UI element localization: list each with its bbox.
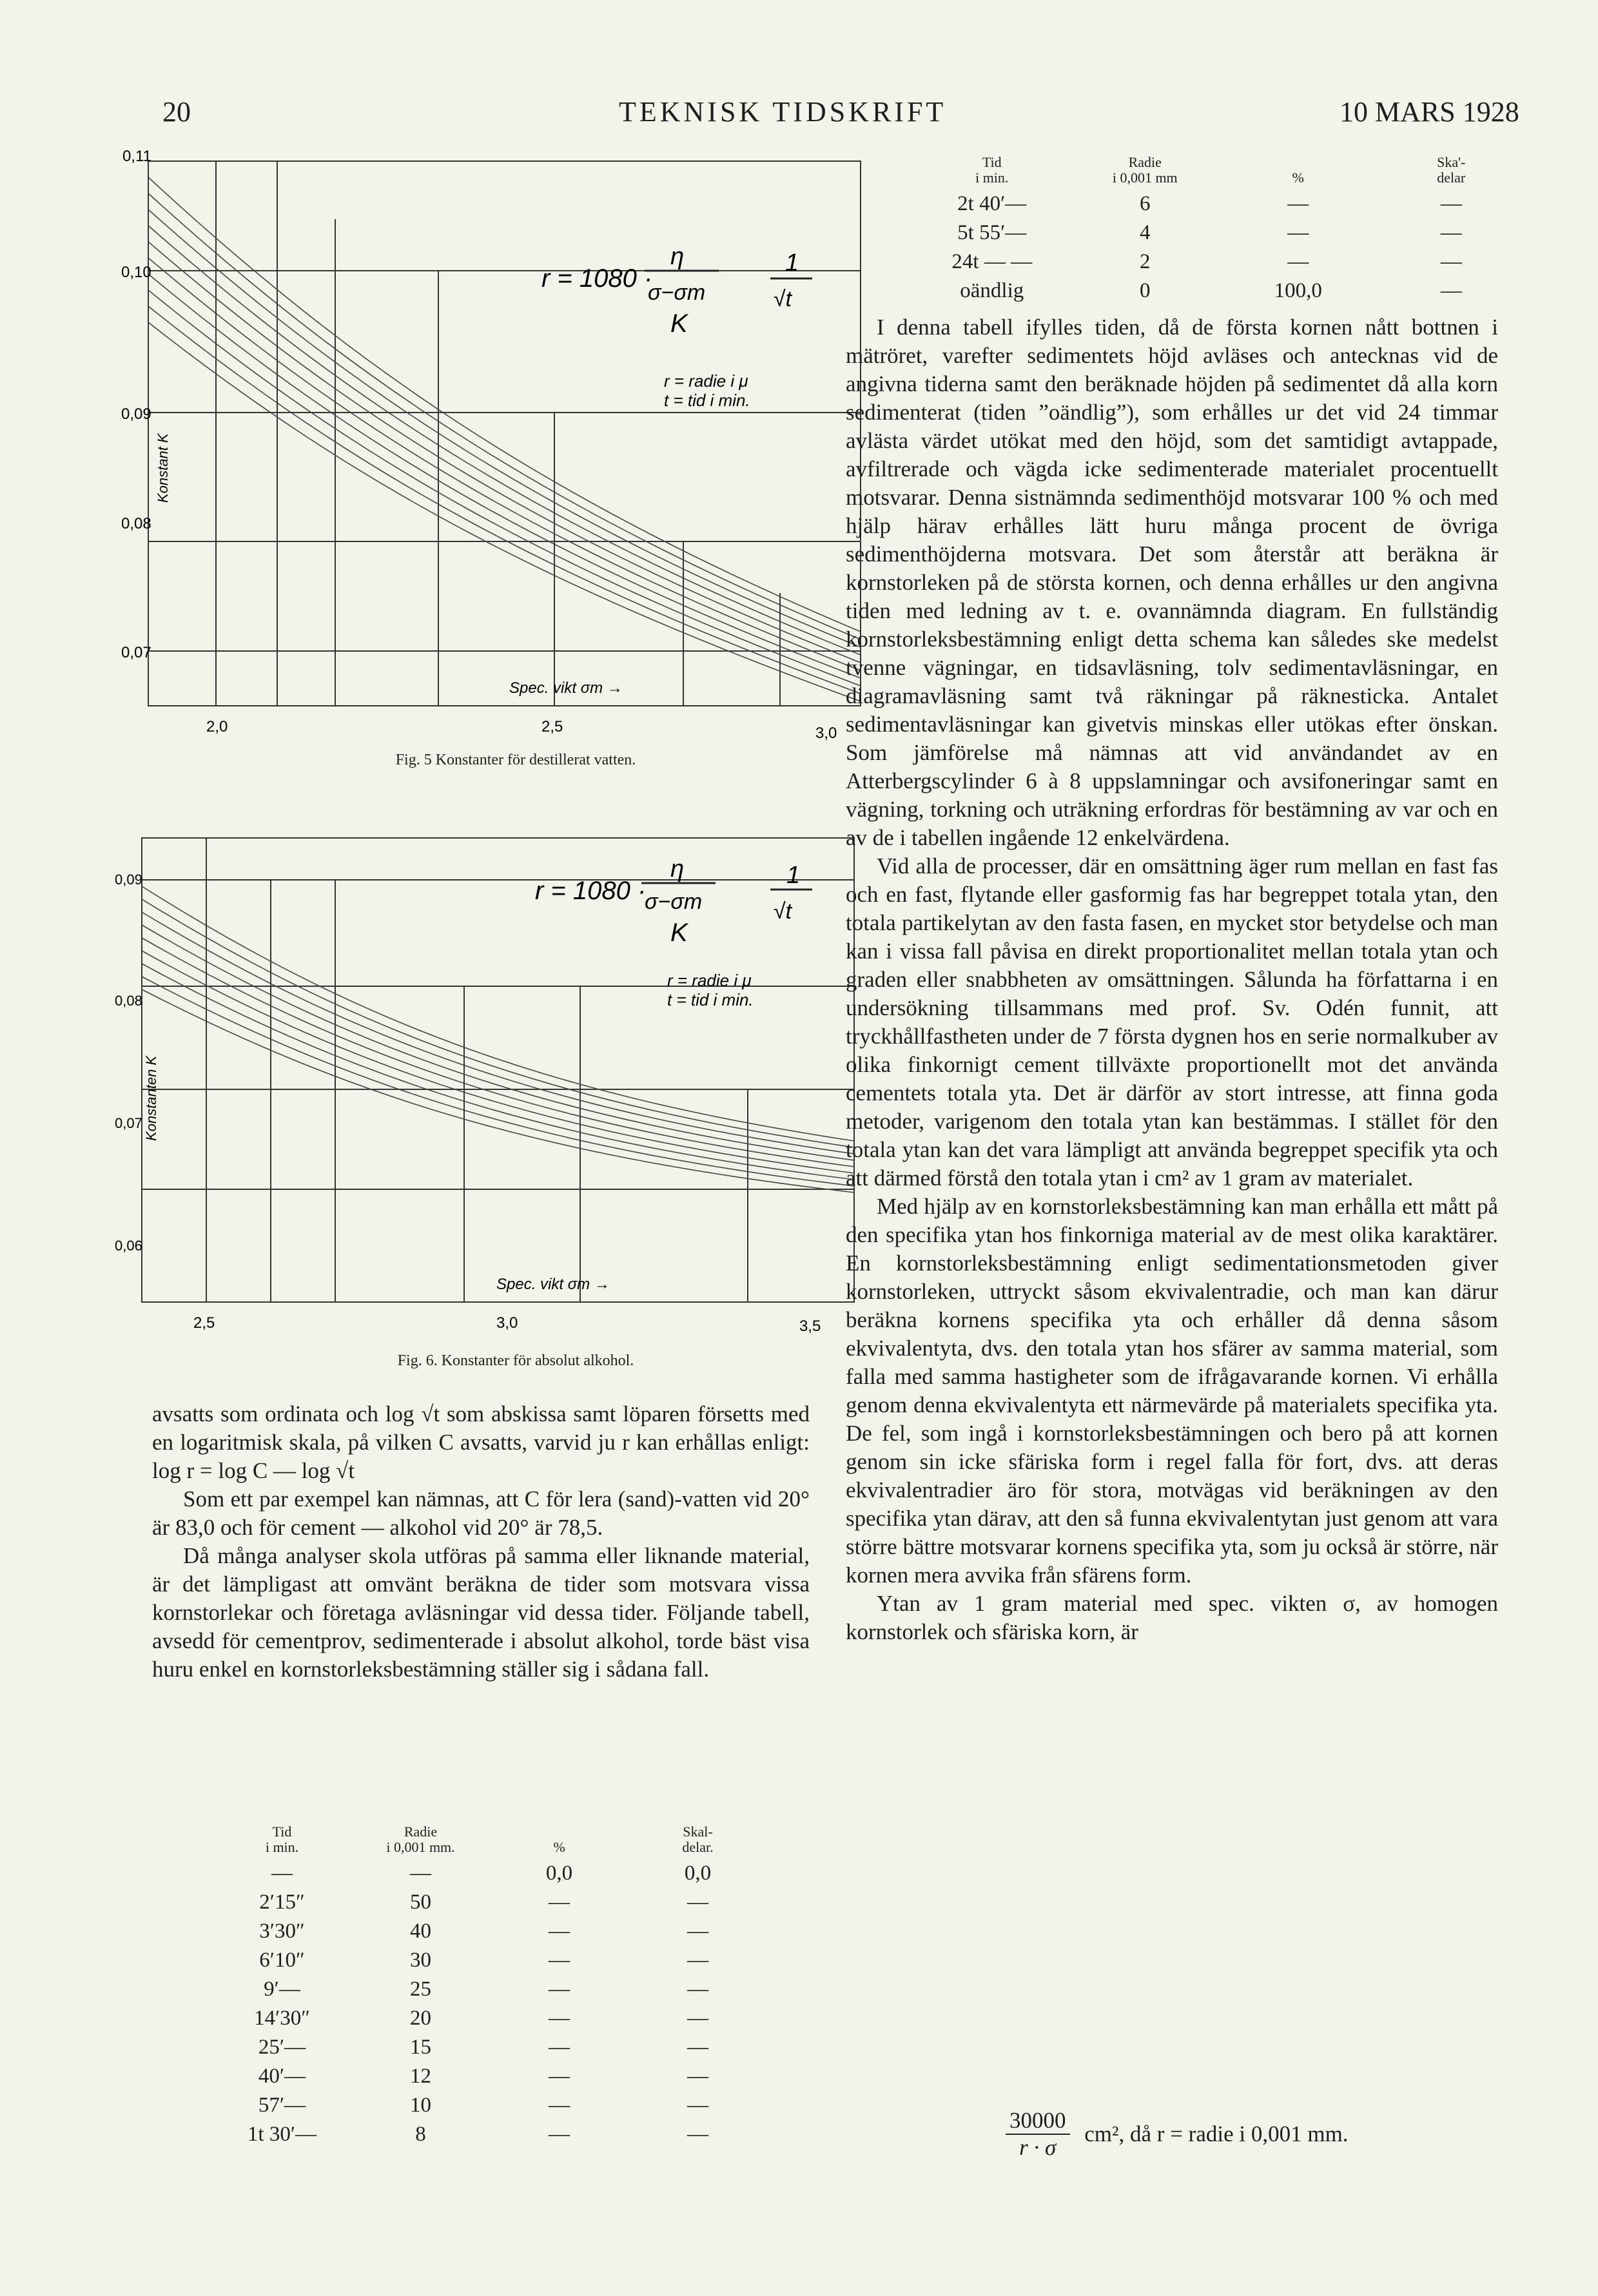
table-cell: — [1440, 250, 1462, 273]
table-cell: 2 [1140, 250, 1151, 273]
table-row [915, 277, 1528, 306]
fig5-ytick-1: 0,11 [122, 148, 151, 165]
table-cell: 10 [410, 2094, 431, 2117]
figure-5-chart [103, 142, 902, 773]
table-cell: 6′10″ [259, 1949, 305, 1972]
table-cell: — [687, 1920, 708, 1943]
table-cell: 1t 30′— [247, 2123, 317, 2146]
table-bottom-header-cell: Tid i min. [265, 1824, 299, 1855]
table-top-header-cell: Radie i 0,001 mm [1112, 154, 1178, 186]
table-cell: — [687, 2065, 708, 2088]
journal-title: TEKNISK TIDSKRIFT [619, 96, 947, 128]
table-cell: — [549, 1949, 570, 1972]
page-number: 20 [162, 96, 191, 128]
fig6-xtick-3: 3,5 [799, 1318, 821, 1335]
table-cell: — [549, 2123, 570, 2146]
table-cell: — [1287, 250, 1309, 273]
table-cell: — [549, 2007, 570, 2030]
fig6-formula-tail-den: √t [774, 899, 792, 924]
fig6-ytick-2: 0,08 [115, 993, 142, 1009]
paragraph: Ytan av 1 gram material med spec. vikten σ, av homogen kornstorlek och sfäriska korn, är [846, 1591, 1498, 1644]
table-cell: — [687, 1949, 708, 1972]
table-cell: 5t 55′— [957, 221, 1027, 244]
table-top [915, 155, 1528, 306]
table-cell: — [549, 2065, 570, 2088]
table-cell: — [549, 2036, 570, 2059]
right-column-text [846, 313, 1498, 1646]
table-cell: — [549, 1891, 570, 1914]
table-cell: 12 [410, 2065, 431, 2088]
fig5-xtick-2: 2,5 [541, 718, 563, 735]
paragraph: Då många analyser skola utföras på samma eller liknande material, är det lämpligast att omvänt beräkna de tider som motsvara vissa kornstorlekar och företaga avläsningar vid dessa tider. Följande tabell, avsedd för cementprov, sedimenterade i absolut alkohol, torde bäst visa huru enkel en kornstorleksbestämning ställer sig i sådana fall. [152, 1543, 810, 1682]
table-row [915, 219, 1528, 248]
table-cell: 100,0 [1274, 279, 1322, 302]
table-cell: — [1440, 279, 1462, 302]
paragraph: Med hjälp av en kornstorleksbestämning kan man erhålla ett mått på den specifika ytan hos finkorniga material av de mest olika karaktärer. En kornstorleksbestämning enligt sedimentationsmetoden giver kornstorleken, uttryckt såsom ekvivalentradie, och man kan därur beräkna kornens specifika yta och erhåller då denna såsom ekvivalentyta, dvs. den totala ytan hos sfärer av samma material, som falla med samma hastigheter som de ifrågavarande kornen. Vi erhålla genom denna ekvivalentyta ett närmevärde på materialets specifika yta. De fel, som ingå i kornstorleksbestämningen och bero på att kornen genom sin icke sfäriska form i regel falla för fort, dvs. att deras ekvivalentradier äro för stora, motvägas vid beräkningen av den specifika ytan därav, att den så funna ekvivalentytan just genom att vara större bättre motsvarar kornens specifika yta, som ju också är större, när kornen mera avvika från sfärens form. [846, 1194, 1498, 1588]
table-cell: 40′— [258, 2065, 306, 2088]
table-row [213, 1917, 767, 1946]
paragraph: Vid alla de processer, där en omsättning äger rum mellan en fast fas och en fast, flytande eller gasformig fas har begreppet totala ytan, den totala partikelytan av den fasta fasen, en mycket stor betydelse och man kan i vissa fall påvisa en direkt proportionalitet mellan totala ytan och graden eller snabbheten av omsättningen. Sålunda ha författarna i en undersökning tillsammans med prof. Sv. Odén funnit, att tryckhållfastheten under de 7 första dygnen hos en serie normalkuber av olika finkornigt cement tillväxte proportionellt mot det använda cementets totala yta. Det är därför av stort intresse, att finna goda metoder, varigenom den totala ytan kan bestämmas. I stället för den totala ytan kan det vara lämpligt att använda begreppet specifik yta och att därmed förstå den totala ytan i cm² av 1 gram av materialet. [846, 853, 1498, 1191]
table-cell: 2t 40′— [957, 192, 1027, 215]
fig6-legend-1: r = radie i μ [667, 971, 752, 990]
paragraph: Som ett par exempel kan nämnas, att C för lera (sand)-vatten vid 20° är 83,0 och för cement — alkohol vid 20° är 78,5. [152, 1486, 810, 1540]
table-row [213, 1888, 767, 1917]
fig6-ytick-4: 0,06 [115, 1238, 142, 1254]
table-cell: 57′— [258, 2094, 306, 2117]
paragraph: avsatts som ordinata och log √t som abskissa samt löparen försetts med en logaritmisk skala, på vilken C avsatts, varvid ju r kan erhållas enligt: log r = log C — log √t [152, 1401, 810, 1483]
table-cell: 30 [410, 1949, 431, 1972]
table-cell: 25 [410, 1978, 431, 2001]
table-cell: 9′— [264, 1978, 300, 2001]
table-cell: — [687, 2007, 708, 2030]
fig5-formula-tail: 1 [785, 249, 799, 277]
fig5-formula-k: K [670, 309, 688, 338]
fig6-xtick-1: 2,5 [193, 1314, 215, 1332]
fig5-legend-2: t = tid i min. [664, 391, 750, 410]
table-cell: — [410, 1862, 431, 1885]
fig6-formula-k: K [670, 919, 688, 947]
table-bottom [213, 1824, 767, 2149]
table-bottom-header-cell: % [553, 1839, 565, 1855]
table-cell: — [687, 1891, 708, 1914]
table-cell: — [1287, 192, 1309, 215]
specific-area-formula [1006, 2108, 1349, 2161]
fig5-ytick-2: 0,10 [121, 264, 151, 281]
table-row [915, 248, 1528, 277]
fig5-formula-lhs: r = 1080 · [541, 264, 653, 293]
fig6-formula-den: σ−σm [645, 890, 703, 914]
table-cell: — [687, 2036, 708, 2059]
table-cell: 15 [410, 2036, 431, 2059]
figure-6-chart [103, 812, 902, 1360]
fig5-legend-1: r = radie i μ [664, 371, 748, 391]
left-column-text [152, 1400, 810, 1684]
table-row [213, 1946, 767, 1975]
issue-date: 10 MARS 1928 [1340, 96, 1519, 128]
table-cell: — [271, 1862, 293, 1885]
fig6-y-axis-label: Konstanten K [143, 1055, 159, 1141]
fig5-formula-den: σ−σm [648, 280, 706, 305]
table-row [213, 2120, 767, 2149]
table-cell: 8 [415, 2123, 426, 2146]
fig6-x-axis-label: Spec. vikt σm → [496, 1276, 610, 1293]
table-cell: 4 [1140, 221, 1151, 244]
table-bottom-header [213, 1824, 767, 1859]
table-cell: — [1440, 221, 1462, 244]
table-row [213, 2033, 767, 2062]
table-cell: 0,0 [684, 1862, 712, 1885]
fig5-ytick-5: 0,07 [121, 644, 151, 661]
table-bottom-header-cell: Skal- delar. [682, 1824, 714, 1855]
table-top-header-cell: Ska'- delar [1437, 154, 1466, 186]
table-cell: 6 [1140, 192, 1151, 215]
table-bottom-header-cell: Radie i 0,001 mm. [386, 1824, 455, 1855]
table-cell: 0,0 [545, 1862, 573, 1885]
table-cell: 40 [410, 1920, 431, 1943]
fig5-x-axis-label: Spec. vikt σm → [509, 679, 623, 697]
fig5-formula-num: η [670, 243, 685, 270]
fig5-ytick-3: 0,09 [121, 405, 151, 423]
table-row [213, 2062, 767, 2091]
table-row [213, 2004, 767, 2033]
table-cell: — [687, 1978, 708, 2001]
table-cell: 50 [410, 1891, 431, 1914]
figure-5-caption: Fig. 5 Konstanter för destillerat vatten. [395, 752, 636, 768]
table-row [213, 1859, 767, 1888]
formula-numerator: 30000 [1006, 2108, 1070, 2135]
table-row [915, 190, 1528, 219]
table-row [213, 1975, 767, 2004]
formula-denominator: r · σ [1019, 2135, 1057, 2160]
table-top-header [915, 155, 1528, 190]
fig6-xtick-2: 3,0 [496, 1314, 518, 1332]
table-cell: 3′30″ [259, 1920, 305, 1943]
fig5-xtick-1: 2,0 [206, 718, 228, 735]
table-cell: 2′15″ [259, 1891, 305, 1914]
table-cell: oändlig [960, 279, 1024, 302]
formula-tail: cm², då r = radie i 0,001 mm. [1084, 2121, 1349, 2146]
table-cell: 25′— [258, 2036, 306, 2059]
table-cell: — [549, 1978, 570, 2001]
fig5-y-axis-label: Konstant K [155, 433, 171, 503]
table-cell: — [549, 1920, 570, 1943]
table-row [213, 2091, 767, 2120]
fig6-formula-lhs: r = 1080 · [535, 877, 647, 905]
fig6-legend-2: t = tid i min. [667, 990, 754, 1009]
fig6-formula-num: η [670, 855, 685, 882]
table-cell: — [1440, 192, 1462, 215]
table-top-header-cell: % [1292, 170, 1304, 186]
table-cell: 20 [410, 2007, 431, 2030]
table-top-header-cell: Tid i min. [975, 154, 1009, 186]
table-cell: — [1287, 221, 1309, 244]
fig5-ytick-4: 0,08 [121, 515, 151, 532]
table-cell: 24t — — [951, 250, 1033, 273]
table-cell: 14′30″ [254, 2007, 310, 2030]
fig5-formula-tail-den: √t [774, 287, 792, 311]
fig6-formula-tail: 1 [786, 862, 801, 889]
fig6-ytick-3: 0,07 [115, 1115, 142, 1131]
fig5-xtick-3: 3,0 [815, 725, 837, 742]
table-cell: 0 [1140, 279, 1151, 302]
figure-6-caption: Fig. 6. Konstanter för absolut alkohol. [397, 1352, 634, 1369]
table-cell: — [687, 2123, 708, 2146]
table-cell: — [549, 2094, 570, 2117]
paragraph: I denna tabell ifylles tiden, då de första kornen nått bottnen i mätröret, varefter sedimentets höjd avläses och antecknas vid de angivna tiderna samt den beräknade höjden på sedimentet då alla korn sedimenterat (tiden ”oändlig”), som erhålles ur det vid 24 timmar avlästa värdet utökat med den höjd, som det samtidigt avtappade, avfiltrerade och vägda icke sedimenterade materialet procentuellt motsvarar. Denna sistnämnda sedimenthöjd motsvarar 100 % och med hjälp härav erhålles lätt huru många procent de övriga sedimenthöjderna motsvara. Det som återstår att beräkna är kornstorleken på de största kornen, och denna erhålles ur den angivna tiden med ledning av t. e. ovannämnda diagram. En fullständig kornstorleksbestämning enligt detta schema kan således ske medelst tvenne vägningar, en tidsavläsning, tolv sedimentavläsningar, en diagramavläsning samt två räkningar på räknesticka. Antalet sedimentavläsningar kan givetvis minskas eller utökas efter önskan. Som jämförelse må nämnas att vid användandet av en Atterbergscylinder 6 à 8 uppslamningar och avsifoneringar samt en vägning, torkning och uträkning erfordras för bestämning av var och en av de i tabellen ingående 12 enkelvärdena. [846, 315, 1498, 850]
table-cell: — [687, 2094, 708, 2117]
fig6-ytick-1: 0,09 [115, 871, 142, 888]
